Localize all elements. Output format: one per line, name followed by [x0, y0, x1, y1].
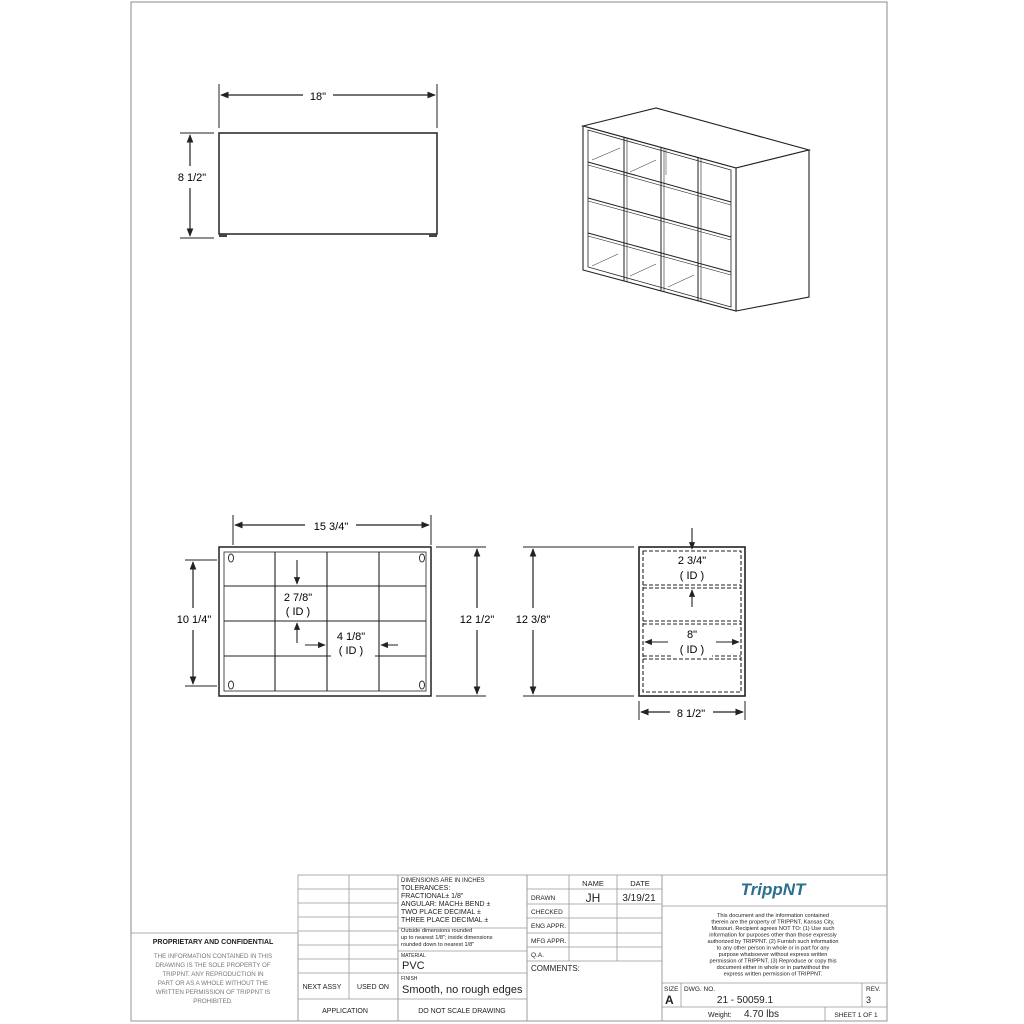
notice-line: express written permission of TRIPPNT. — [723, 971, 823, 978]
front-cell-height: 2 7/8" — [283, 592, 313, 604]
drawn-name: JH — [585, 891, 601, 905]
side-cell-height: 2 3/4" — [677, 555, 707, 567]
application-label: APPLICATION — [322, 1008, 368, 1015]
notice-line: information for purposes other than those expressly — [709, 932, 837, 939]
top-height-dimension: 8 1/2" — [177, 172, 207, 184]
sheet-number: SHEET 1 OF 1 — [834, 1012, 878, 1019]
size-value: A — [665, 993, 674, 1007]
front-cell-height-id: ( ID ) — [285, 606, 311, 618]
drawn-date: 3/19/21 — [622, 893, 656, 904]
side-height-dimension: 12 3/8" — [515, 614, 551, 626]
iso-right-face — [736, 150, 809, 311]
proprietary-line: TRIPPNT. ANY REPRODUCTION IN — [162, 971, 264, 978]
front-cell-width-id: ( ID ) — [338, 645, 364, 657]
finish-value: Smooth, no rough edges — [402, 984, 523, 996]
notice-line: authorized by TRIPPNT. (2) Furnish such information — [707, 939, 839, 945]
size-label: SIZE — [664, 986, 679, 993]
weight-label: Weight: — [708, 1012, 732, 1019]
mounting-hole — [420, 554, 425, 562]
isometric-view — [583, 108, 809, 311]
dwg-no-value: 21 - 50059.1 — [716, 995, 774, 1006]
notice-line: to any other person in whole or in part for any — [716, 945, 830, 952]
notice-line: This document and the information contained — [717, 913, 829, 919]
proprietary-line: PROHIBITED. — [193, 998, 233, 1005]
side-depth-dimension: 8 1/2" — [676, 708, 706, 720]
top-view-foot-right — [429, 234, 437, 237]
front-width-dimension: 15 3/4" — [313, 521, 349, 533]
material-label: MATERIAL — [401, 953, 426, 959]
dimensions-note: ANGULAR: MACH± BEND ± — [401, 901, 491, 908]
side-view — [516, 528, 745, 720]
notice-line: permission of TRIPPNT. (3) Reproduce or copy this — [709, 958, 837, 965]
qa-label: Q.A. — [531, 952, 545, 959]
dimensions-note: DIMENSIONS ARE IN INCHES — [401, 878, 485, 884]
proprietary-line: THE INFORMATION CONTAINED IN THIS — [153, 953, 273, 960]
outside-note: up to nearest 1/8"; inside dimensions — [401, 935, 493, 941]
rev-value: 3 — [866, 995, 872, 1005]
used-on-label: USED ON — [357, 984, 389, 991]
mounting-hole — [229, 681, 234, 689]
comments-label: COMMENTS: — [531, 964, 580, 973]
finish-label: FINISH — [401, 976, 418, 982]
notice-line: Missouri. Recipient agrees NOT TO: (1) Use such — [711, 926, 835, 932]
drawn-label: DRAWN — [531, 895, 556, 902]
side-cell-depth-id: ( ID ) — [679, 644, 705, 656]
dimensions-note: THREE PLACE DECIMAL ± — [401, 917, 489, 924]
top-view-outline — [219, 133, 437, 234]
proprietary-title: PROPRIETARY AND CONFIDENTIAL — [152, 939, 274, 946]
date-header: DATE — [630, 879, 650, 888]
dimensions-note: TOLERANCES: — [401, 885, 451, 892]
proprietary-line: DRAWING IS THE SOLE PROPERTY OF — [155, 962, 271, 969]
outside-note: Outside dimensions rounded — [401, 928, 473, 934]
mfg-appr-label: MFG APPR. — [531, 938, 567, 945]
mounting-hole — [420, 681, 425, 689]
do-not-scale-label: DO NOT SCALE DRAWING — [418, 1008, 506, 1015]
dwg-no-label: DWG. NO. — [684, 986, 716, 993]
side-cell-depth: 8" — [686, 629, 698, 641]
dimensions-note: TWO PLACE DECIMAL ± — [401, 909, 481, 916]
rev-label: REV. — [866, 986, 881, 993]
eng-appr-label: ENG APPR. — [531, 923, 567, 930]
notice-line: therein are the property of TRIPPNT, Kansas City, — [711, 919, 835, 926]
outside-note: rounded down to nearest 1/8" — [401, 942, 475, 948]
mounting-hole — [229, 554, 234, 562]
proprietary-line: PART OR AS A WHOLE WITHOUT THE — [157, 980, 269, 987]
name-header: NAME — [582, 879, 604, 888]
company-logo: TrippNT — [740, 880, 806, 899]
weight-value: 4.70 lbs — [744, 1009, 780, 1020]
front-cell-width: 4 1/8" — [336, 631, 366, 643]
top-view-foot-left — [219, 234, 227, 237]
material-value: PVC — [402, 960, 425, 972]
checked-label: CHECKED — [531, 909, 563, 916]
top-view — [178, 84, 437, 238]
notice-line: document either in whole or in partwithout the — [716, 965, 830, 971]
notice-line: purpose whatsoever without express written — [718, 952, 828, 958]
front-inner-height-dimension: 10 1/4" — [176, 614, 212, 626]
front-view — [177, 515, 495, 696]
dimensions-note: FRACTIONAL± 1/8" — [401, 893, 464, 900]
top-width-dimension: 18" — [309, 91, 327, 103]
proprietary-line: WRITTEN PERMISSION OF TRIPPNT IS — [155, 989, 271, 996]
next-assy-label: NEXT ASSY — [302, 984, 342, 991]
front-overall-height-dimension: 12 1/2" — [459, 614, 495, 626]
side-cell-height-id: ( ID ) — [679, 570, 705, 582]
